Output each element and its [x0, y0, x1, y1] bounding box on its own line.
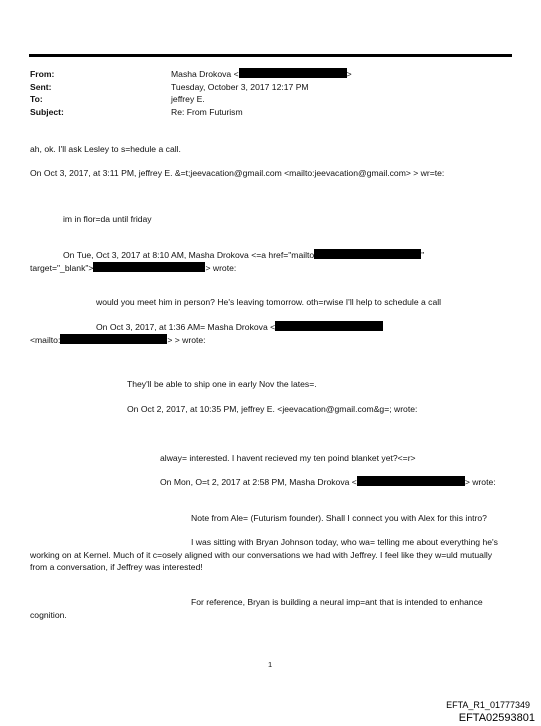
page-number: 1 — [268, 660, 273, 669]
body-line-6-wrote: > > wrote: — [167, 335, 206, 345]
redaction-block — [93, 262, 205, 272]
redaction-block — [239, 68, 347, 78]
body-line-1: ah, ok. I'll ask Lesley to s=hedule a call. — [30, 144, 181, 154]
body-line-8: On Oct 2, 2017, at 10:35 PM, jeffrey E. <jeevacation@gmail.com&g=; wrote: — [127, 404, 418, 414]
body-line-4-target: target="_blank"> — [30, 263, 94, 273]
sent-value: Tuesday, October 3, 2017 12:17 PM — [171, 82, 309, 92]
document-id-2: EFTA02593801 — [458, 712, 535, 724]
body-line-4-wrote: > wrote: — [205, 263, 237, 273]
body-line-11: Note from Ale= (Futurism founder). Shall I connect you with Alex for this intro? — [191, 513, 487, 523]
body-line-10-wrote: > wrote: — [464, 477, 496, 487]
body-paragraph-13: For reference, Bryan is building a neural imp=ant that is intended to enhance cognition. — [30, 597, 483, 620]
to-label: To: — [30, 94, 43, 104]
body-line-6 — [96, 321, 383, 333]
redaction-block — [60, 334, 167, 344]
from-label: From: — [30, 69, 55, 79]
body-line-3: im in flor=da until friday — [63, 214, 152, 224]
redaction-block — [275, 321, 383, 331]
body-line-10-text: On Mon, O=t 2, 2017 at 2:58 PM, Masha Drokova < — [160, 477, 357, 487]
body-line-4 — [63, 249, 424, 261]
body-line-6-cont — [30, 334, 206, 346]
subject-label: Subject: — [30, 107, 64, 117]
body-line-6-mailto: <mailto: — [30, 335, 61, 345]
body-line-10 — [160, 476, 496, 488]
body-line-2: On Oct 3, 2017, at 3:11 PM, jeffrey E. &=t;jeevacation@gmail.com <mailto:jeevacation@gmail.com> > wr=te: — [30, 168, 445, 178]
sent-label: Sent: — [30, 82, 52, 92]
body-line-9: alway= interested. I havent recieved my ten poind blanket yet?<=r> — [160, 453, 416, 463]
body-paragraph-12: I was sitting with Bryan Johnson today, who wa= telling me about everything he's working on at Kernel. Much of it c=osely aligned with our conversations we had with Jeffrey. I feel like they w=uld mutually from a conversation, if Jeffrey was interested! — [30, 537, 498, 572]
body-line-7: They'll be able to ship one in early Nov the lates=. — [127, 379, 317, 389]
document-id-1: EFTA_R1_01777349 — [446, 700, 530, 710]
body-line-6-text: On Oct 3, 2017, at 1:36 AM= Masha Drokova < — [96, 322, 276, 332]
from-close: > — [346, 69, 352, 79]
body-line-4-quote: " — [421, 250, 425, 260]
redaction-block — [314, 249, 421, 259]
header-rule — [29, 54, 512, 57]
from-value — [171, 68, 352, 80]
subject-value: Re: From Futurism — [171, 107, 243, 117]
body-line-4-cont — [30, 262, 236, 274]
from-name: Masha Drokova < — [171, 69, 239, 79]
body-line-4-text: On Tue, Oct 3, 2017 at 8:10 AM, Masha Drokova <=a href="mailto — [63, 250, 315, 260]
to-value: jeffrey E. — [171, 94, 205, 104]
body-line-5: would you meet him in person? He's leaving tomorrow. oth=rwise I'll help to schedule a call — [96, 297, 442, 307]
redaction-block — [357, 476, 465, 486]
